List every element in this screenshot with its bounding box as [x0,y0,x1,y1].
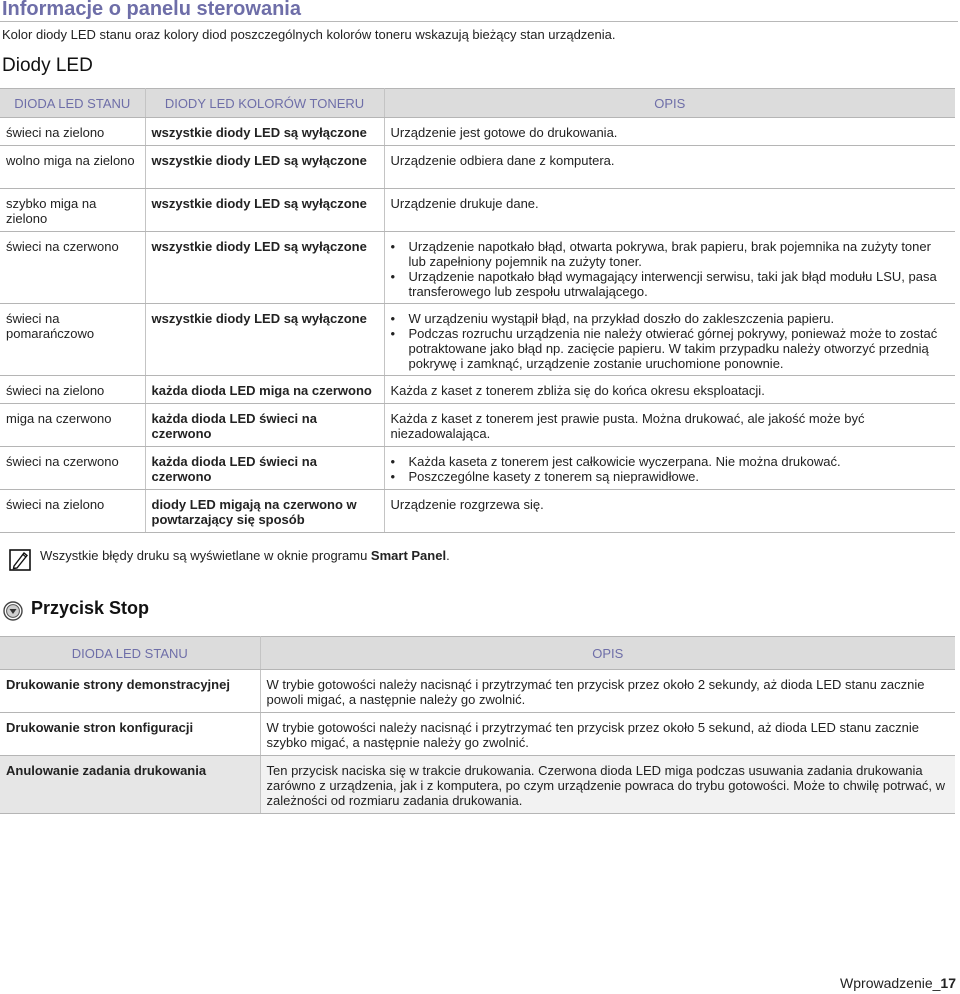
description-text: Każda z kaset z tonerem zbliża się do końca okresu eksploatacji. [390,383,765,398]
footer-page-number: 17 [940,975,956,991]
led-table-row [0,490,955,533]
status-led-cell: świeci na czerwono [0,232,145,304]
description-cell [384,447,955,490]
stop-action-cell: Drukowanie strony demonstracyjnej [0,670,260,713]
stop-action-cell: Anulowanie zadania drukowania [0,756,260,814]
led-table-row [0,118,955,146]
description-cell [384,146,955,189]
description-bullet: • W urządzeniu wystąpił błąd, na przykład doszło do zakleszczenia papieru. [391,311,950,326]
led-table-row [0,189,955,232]
status-led-cell: świeci na pomarańczowo [0,304,145,376]
toner-leds-cell: każda dioda LED miga na czerwono [145,376,384,404]
led-table-header [0,89,955,118]
toner-leds-cell: wszystkie diody LED są wyłączone [145,189,384,232]
toner-leds-cell: wszystkie diody LED są wyłączone [145,304,384,376]
status-led-cell: szybko miga na zielono [0,189,145,232]
description-list [391,311,950,371]
title-divider [0,21,958,22]
footer-section-name: Wprowadzenie_ [840,975,941,991]
description-cell [384,404,955,447]
led-table-row [0,232,955,304]
description-text: Urządzenie odbiera dane z komputera. [390,153,615,168]
stop-button-icon [3,601,23,621]
stop-description-cell: Ten przycisk naciska się w trakcie drukowania. Czerwona dioda LED miga podczas usuwania zadania drukowania zarówno z urządzenia, jak i z komputera, po czym urządzenie powraca do trybu gotowości. Może to chwilę potrwać, w zależności od rozmiaru zadania drukowania. [260,756,955,814]
note-text-bold: Smart Panel [370,548,447,563]
description-list [391,454,950,484]
note-text-before: Wszystkie błędy druku są wyświetlane w oknie programu [40,548,371,563]
stop-table-row [0,713,955,756]
description-cell [384,118,955,146]
note-icon [9,549,31,571]
led-section-heading: Diody LED [2,55,93,76]
header-toner-leds: DIODY LED KOLORÓW TONERU [145,89,384,118]
led-table [0,88,955,533]
page-title: Informacje o panelu sterowania [2,0,301,20]
stop-button-table [0,636,955,814]
header-stop-status-led: DIODA LED STANU [0,637,260,670]
status-led-cell: świeci na czerwono [0,447,145,490]
stop-section-heading: Przycisk Stop [31,598,150,618]
toner-leds-cell: każda dioda LED świeci na czerwono [145,447,384,490]
note-text-after: . [446,548,450,563]
status-led-cell: świeci na zielono [0,376,145,404]
status-led-cell: świeci na zielono [0,118,145,146]
status-led-cell: świeci na zielono [0,490,145,533]
description-cell [384,304,955,376]
led-table-row [0,376,955,404]
description-bullet: • Urządzenie napotkało błąd, otwarta pokrywa, brak papieru, brak pojemnika na zużyty toner lub zapełniony pojemnik na zużyty toner. [391,239,950,269]
description-text: Urządzenie drukuje dane. [390,196,539,211]
description-list [391,239,950,299]
stop-action-cell: Drukowanie stron konfiguracji [0,713,260,756]
description-cell [384,232,955,304]
stop-table-header [0,637,955,670]
description-cell [384,376,955,404]
description-text: Urządzenie jest gotowe do drukowania. [390,125,618,140]
led-table-row [0,304,955,376]
stop-table-row [0,670,955,713]
description-bullet: • Podczas rozruchu urządzenia nie należy otwierać górnej pokrywy, ponieważ może to zostać potraktowane jako błąd np. zacięcie papieru. W takim przypadku należy otworzyć przednią pokrywę i zamknąć, urządzenie zostanie uruchomione ponownie. [391,326,950,371]
toner-leds-cell: wszystkie diody LED są wyłączone [145,118,384,146]
header-status-led: DIODA LED STANU [0,89,145,118]
status-led-cell: wolno miga na zielono [0,146,145,189]
description-text: Urządzenie rozgrzewa się. [390,497,544,512]
stop-description-cell: W trybie gotowości należy nacisnąć i przytrzymać ten przycisk przez około 5 sekund, aż dioda LED stanu zacznie szybko migać, a następnie należy go zwolnić. [260,713,955,756]
status-led-cell: miga na czerwono [0,404,145,447]
page-intro: Kolor diody LED stanu oraz kolory diod poszczególnych kolorów toneru wskazują bieżący stan urządzenia. [2,27,616,42]
description-bullet: • Urządzenie napotkało błąd wymagający interwencji serwisu, taki jak błąd modułu LSU, pasa transferowego lub zespołu utrwalającego. [391,269,950,299]
note-text [40,548,450,563]
toner-leds-cell: wszystkie diody LED są wyłączone [145,232,384,304]
toner-leds-cell: każda dioda LED świeci na czerwono [145,404,384,447]
description-text: Każda z kaset z tonerem jest prawie pusta. Można drukować, ale jakość może być niezadowalająca. [390,411,865,441]
led-table-row [0,404,955,447]
led-table-row [0,146,955,189]
description-bullet: • Poszczególne kasety z tonerem są nieprawidłowe. [391,469,950,484]
header-stop-description: OPIS [260,637,955,670]
header-description: OPIS [384,89,955,118]
description-cell [384,490,955,533]
toner-leds-cell: diody LED migają na czerwono w powtarzający się sposób [145,490,384,533]
description-bullet: • Każda kaseta z tonerem jest całkowicie wyczerpana. Nie można drukować. [391,454,950,469]
stop-description-cell: W trybie gotowości należy nacisnąć i przytrzymać ten przycisk przez około 2 sekundy, aż dioda LED stanu zacznie powoli migać, a następnie należy go zwolnić. [260,670,955,713]
stop-table-row [0,756,955,814]
description-cell [384,189,955,232]
led-table-row [0,447,955,490]
page-footer [840,975,956,991]
toner-leds-cell: wszystkie diody LED są wyłączone [145,146,384,189]
